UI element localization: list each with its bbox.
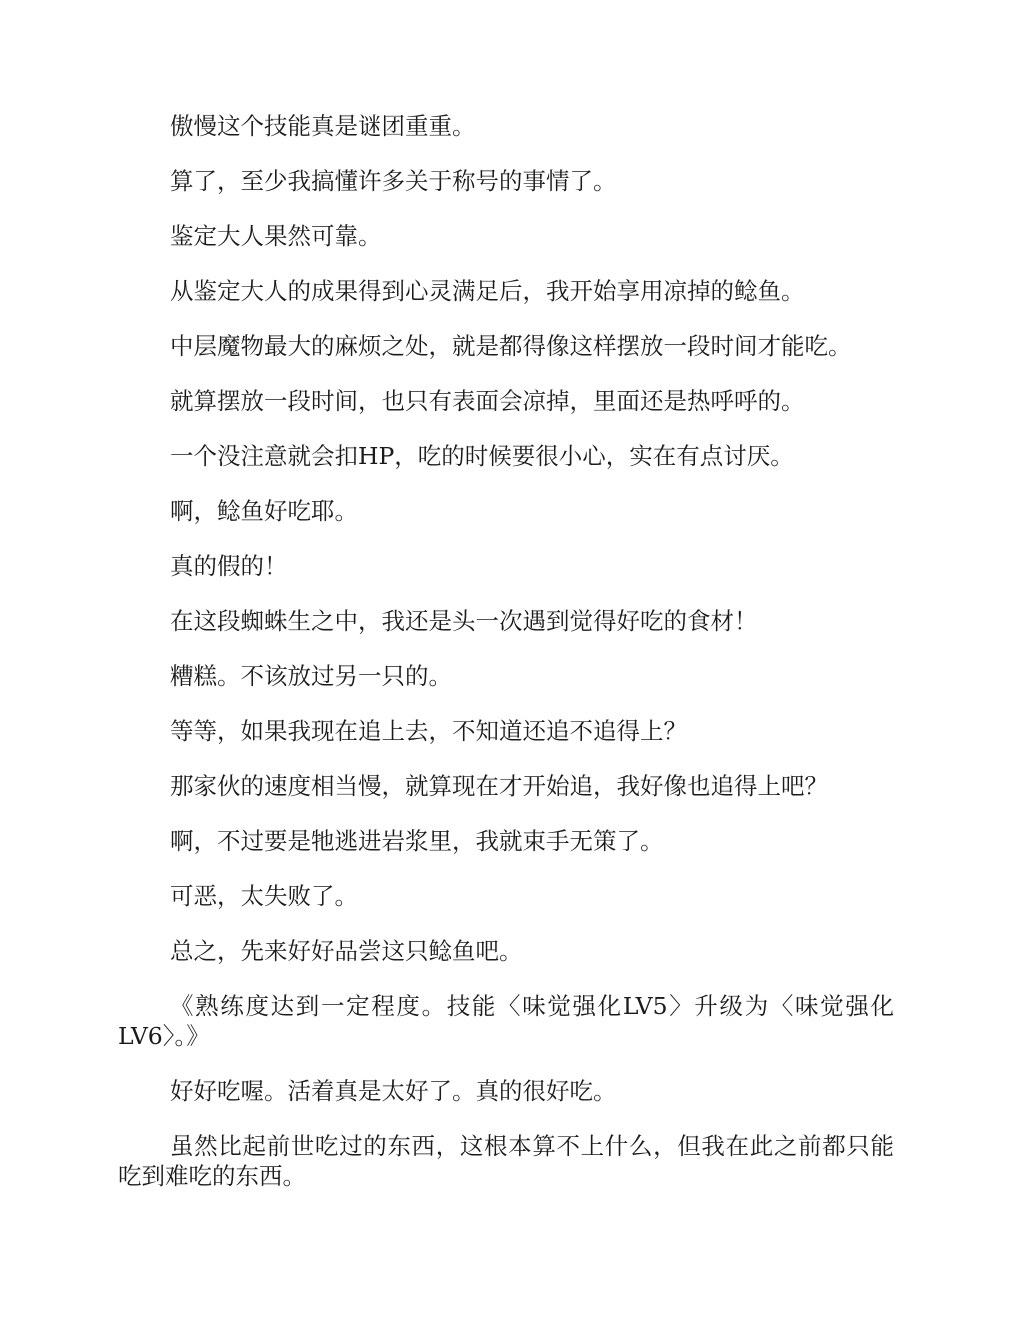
paragraph: 啊，鲶鱼好吃耶。 (170, 497, 358, 525)
paragraph: 可恶，太失败了。 (170, 882, 358, 910)
paragraph: 鉴定大人果然可靠。 (170, 222, 382, 250)
paragraph: 就算摆放一段时间，也只有表面会凉掉，里面还是热呼呼的。 (170, 387, 805, 415)
document-page (118, 111, 894, 1216)
paragraph: 那家伙的速度相当慢，就算现在才开始追，我好像也追得上吧？ (170, 772, 828, 800)
paragraph: 从鉴定大人的成果得到心灵满足后，我开始享用凉掉的鲶鱼。 (170, 277, 805, 305)
paragraph: 一个没注意就会扣HP，吃的时候要很小心，实在有点讨厌。 (170, 442, 794, 470)
paragraph: 好好吃喔。活着真是太好了。真的很好吃。 (170, 1077, 617, 1105)
paragraph: 真的假的！ (170, 552, 288, 580)
paragraph: 算了，至少我搞懂许多关于称号的事情了。 (170, 167, 617, 195)
paragraph: 在这段蜘蛛生之中，我还是头一次遇到觉得好吃的食材！ (170, 607, 758, 635)
paragraph: 糟糕。不该放过另一只的。 (170, 662, 452, 690)
paragraph: 中层魔物最大的麻烦之处，就是都得像这样摆放一段时间才能吃。 (170, 332, 852, 360)
paragraph: 啊，不过要是牠逃进岩浆里，我就束手无策了。 (170, 827, 664, 855)
paragraph: 傲慢这个技能真是谜团重重。 (170, 112, 476, 140)
paragraph: 等等，如果我现在追上去，不知道还追不追得上？ (170, 717, 687, 745)
system-message-paragraph: 《熟练度达到一定程度。技能〈味觉强化LV5〉升级为〈味觉强化LV6〉。》 (118, 992, 894, 1050)
paragraph: 虽然比起前世吃过的东西，这根本算不上什么，但我在此之前都只能吃到难吃的东西。 (118, 1132, 894, 1190)
paragraph: 总之，先来好好品尝这只鲶鱼吧。 (170, 937, 523, 965)
